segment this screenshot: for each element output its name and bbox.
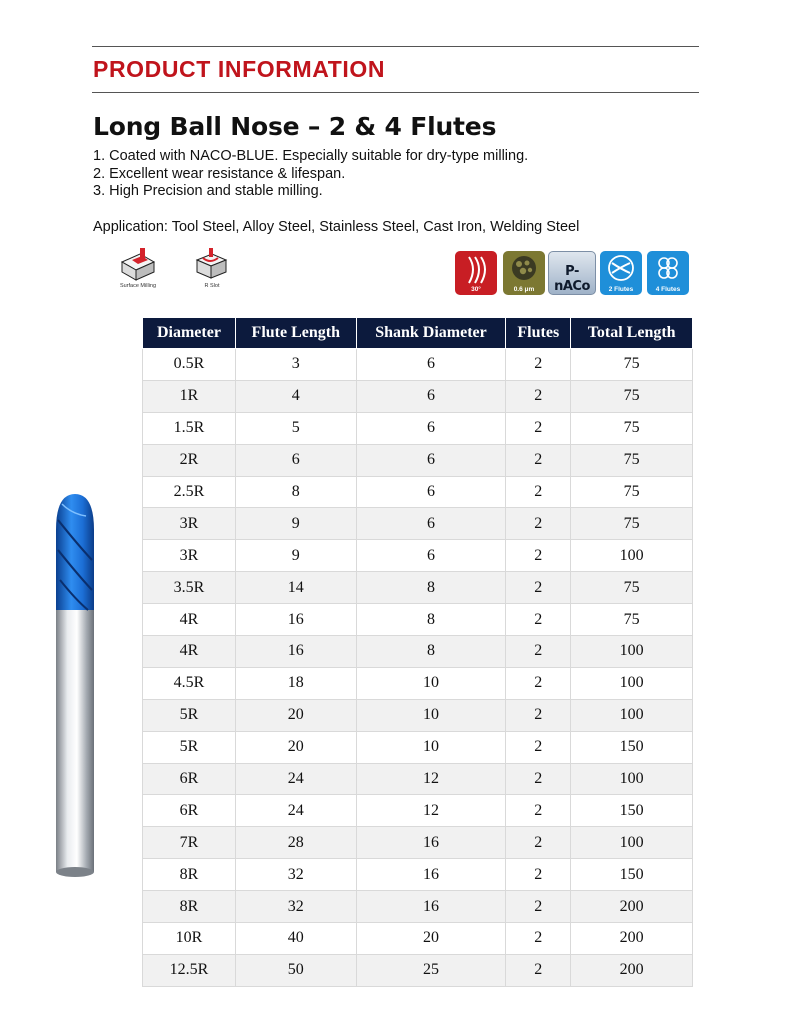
- feature-list: [93, 148, 528, 201]
- cell-total-length: 200: [571, 923, 693, 955]
- table-row: [143, 572, 693, 604]
- header-diameter: Diameter: [143, 318, 236, 349]
- cell-total-length: 100: [571, 540, 693, 572]
- table-row: [143, 763, 693, 795]
- cell-flutes: 2: [506, 636, 571, 668]
- cell-shank-diameter: 12: [356, 795, 506, 827]
- cell-flute-length: 16: [235, 604, 356, 636]
- cell-flutes: 2: [506, 795, 571, 827]
- table-row: [143, 412, 693, 444]
- cell-shank-diameter: 10: [356, 699, 506, 731]
- table-row: [143, 827, 693, 859]
- cell-diameter: 5R: [143, 699, 236, 731]
- cell-diameter: 10R: [143, 923, 236, 955]
- cell-shank-diameter: 6: [356, 476, 506, 508]
- cell-flute-length: 9: [235, 508, 356, 540]
- end-mill-image: [48, 490, 102, 880]
- cell-total-length: 100: [571, 699, 693, 731]
- table-row: [143, 508, 693, 540]
- two-flutes-label: 2 Flutes: [608, 286, 634, 293]
- cell-diameter: 6R: [143, 795, 236, 827]
- surface-milling-label: Surface Milling: [119, 283, 157, 289]
- feature-item: 1. Coated with NACO-BLUE. Especially suitable for dry-type milling.: [93, 148, 529, 164]
- cell-shank-diameter: 6: [356, 380, 506, 412]
- cell-total-length: 75: [571, 444, 693, 476]
- cell-shank-diameter: 20: [356, 923, 506, 955]
- cell-shank-diameter: 25: [356, 954, 506, 986]
- cell-flute-length: 4: [235, 380, 356, 412]
- cell-total-length: 75: [571, 412, 693, 444]
- header-flute-length: Flute Length: [235, 318, 356, 349]
- cell-total-length: 75: [571, 572, 693, 604]
- cell-total-length: 150: [571, 731, 693, 763]
- cell-flute-length: 50: [235, 954, 356, 986]
- feature-item: 3. High Precision and stable milling.: [93, 183, 323, 199]
- header-total-length: Total Length: [571, 318, 693, 349]
- cell-shank-diameter: 6: [356, 508, 506, 540]
- cell-flute-length: 24: [235, 763, 356, 795]
- table-row: [143, 859, 693, 891]
- cell-flute-length: 28: [235, 827, 356, 859]
- table-row: [143, 954, 693, 986]
- cell-flutes: 2: [506, 891, 571, 923]
- two-flutes-icon: [600, 251, 642, 295]
- specifications-table: [142, 317, 693, 987]
- cell-shank-diameter: 6: [356, 540, 506, 572]
- cell-shank-diameter: 6: [356, 412, 506, 444]
- cell-diameter: 4R: [143, 636, 236, 668]
- cell-total-length: 75: [571, 380, 693, 412]
- feature-item: 2. Excellent wear resistance & lifespan.: [93, 165, 346, 182]
- cell-flutes: 2: [506, 476, 571, 508]
- helix-angle-icon: [455, 251, 497, 295]
- cell-flute-length: 20: [235, 699, 356, 731]
- cell-flutes: 2: [506, 667, 571, 699]
- cell-flutes: 2: [506, 859, 571, 891]
- cell-diameter: 0.5R: [143, 349, 236, 381]
- cell-flute-length: 40: [235, 923, 356, 955]
- cell-diameter: 3R: [143, 508, 236, 540]
- four-flutes-label: 4 Flutes: [655, 286, 681, 293]
- cell-total-length: 100: [571, 827, 693, 859]
- r-slot-icon: [190, 248, 234, 289]
- product-title: Long Ball Nose – 2 & 4 Flutes: [93, 112, 497, 141]
- table-row: [143, 604, 693, 636]
- cell-shank-diameter: 10: [356, 731, 506, 763]
- table-row: [143, 699, 693, 731]
- cell-flute-length: 9: [235, 540, 356, 572]
- cell-flute-length: 8: [235, 476, 356, 508]
- cell-flutes: 2: [506, 923, 571, 955]
- cell-diameter: 2.5R: [143, 476, 236, 508]
- cell-flute-length: 3: [235, 349, 356, 381]
- cell-diameter: 6R: [143, 763, 236, 795]
- cell-diameter: 8R: [143, 859, 236, 891]
- cell-total-length: 75: [571, 508, 693, 540]
- cell-total-length: 75: [571, 349, 693, 381]
- cell-shank-diameter: 16: [356, 859, 506, 891]
- grain-size-icon: [503, 251, 545, 295]
- cell-flutes: 2: [506, 412, 571, 444]
- cell-total-length: 150: [571, 859, 693, 891]
- cell-total-length: 75: [571, 604, 693, 636]
- cell-flute-length: 32: [235, 891, 356, 923]
- cell-shank-diameter: 10: [356, 667, 506, 699]
- cell-diameter: 7R: [143, 827, 236, 859]
- surface-milling-icon: [112, 248, 164, 289]
- application-text: Application: Tool Steel, Alloy Steel, Stainless Steel, Cast Iron, Welding Steel: [93, 219, 580, 235]
- cell-shank-diameter: 6: [356, 444, 506, 476]
- helix-angle-label: 30°: [471, 286, 481, 293]
- cell-total-length: 200: [571, 954, 693, 986]
- cell-flutes: 2: [506, 731, 571, 763]
- cell-total-length: 100: [571, 667, 693, 699]
- cell-flutes: 2: [506, 444, 571, 476]
- cell-shank-diameter: 8: [356, 636, 506, 668]
- cell-flute-length: 6: [235, 444, 356, 476]
- header-flutes: Flutes: [506, 318, 571, 349]
- cell-diameter: 1R: [143, 380, 236, 412]
- cell-diameter: 12.5R: [143, 954, 236, 986]
- table-row: [143, 891, 693, 923]
- table-row: [143, 636, 693, 668]
- cell-shank-diameter: 8: [356, 572, 506, 604]
- table-row: [143, 540, 693, 572]
- cell-flute-length: 32: [235, 859, 356, 891]
- cell-flutes: 2: [506, 763, 571, 795]
- coating-label: P-nACo: [554, 264, 590, 294]
- cell-diameter: 2R: [143, 444, 236, 476]
- cell-diameter: 3.5R: [143, 572, 236, 604]
- cell-total-length: 100: [571, 636, 693, 668]
- cell-shank-diameter: 16: [356, 827, 506, 859]
- cell-flutes: 2: [506, 540, 571, 572]
- cell-total-length: 75: [571, 476, 693, 508]
- cell-flute-length: 16: [235, 636, 356, 668]
- coating-icon: [548, 251, 596, 295]
- cell-flute-length: 5: [235, 412, 356, 444]
- section-header: PRODUCT INFORMATION: [93, 56, 386, 82]
- table-row: [143, 349, 693, 381]
- cell-flutes: 2: [506, 380, 571, 412]
- table-row: [143, 795, 693, 827]
- cell-flutes: 2: [506, 508, 571, 540]
- cell-flutes: 2: [506, 349, 571, 381]
- cell-flute-length: 20: [235, 731, 356, 763]
- cell-shank-diameter: 6: [356, 349, 506, 381]
- cell-diameter: 1.5R: [143, 412, 236, 444]
- cell-flutes: 2: [506, 699, 571, 731]
- four-flutes-icon: [647, 251, 689, 295]
- cell-shank-diameter: 16: [356, 891, 506, 923]
- table-row: [143, 380, 693, 412]
- cell-diameter: 5R: [143, 731, 236, 763]
- cell-diameter: 4R: [143, 604, 236, 636]
- cell-diameter: 4.5R: [143, 667, 236, 699]
- cell-shank-diameter: 8: [356, 604, 506, 636]
- top-divider: [92, 46, 699, 47]
- cell-flutes: 2: [506, 604, 571, 636]
- cell-flutes: 2: [506, 954, 571, 986]
- cell-diameter: 8R: [143, 891, 236, 923]
- cell-shank-diameter: 12: [356, 763, 506, 795]
- cell-flute-length: 24: [235, 795, 356, 827]
- table-row: [143, 731, 693, 763]
- cell-flute-length: 18: [235, 667, 356, 699]
- cell-flutes: 2: [506, 827, 571, 859]
- cell-total-length: 100: [571, 763, 693, 795]
- cell-flute-length: 14: [235, 572, 356, 604]
- cell-total-length: 150: [571, 795, 693, 827]
- grain-size-label: 0.6 μm: [513, 286, 535, 293]
- table-row: [143, 476, 693, 508]
- cell-flutes: 2: [506, 572, 571, 604]
- bottom-divider: [92, 92, 699, 93]
- table-row: [143, 444, 693, 476]
- table-row: [143, 667, 693, 699]
- table-row: [143, 923, 693, 955]
- header-shank-diameter: Shank Diameter: [356, 318, 506, 349]
- cell-diameter: 3R: [143, 540, 236, 572]
- r-slot-label: R Slot: [204, 283, 220, 289]
- cell-total-length: 200: [571, 891, 693, 923]
- table-header-row: [143, 318, 693, 349]
